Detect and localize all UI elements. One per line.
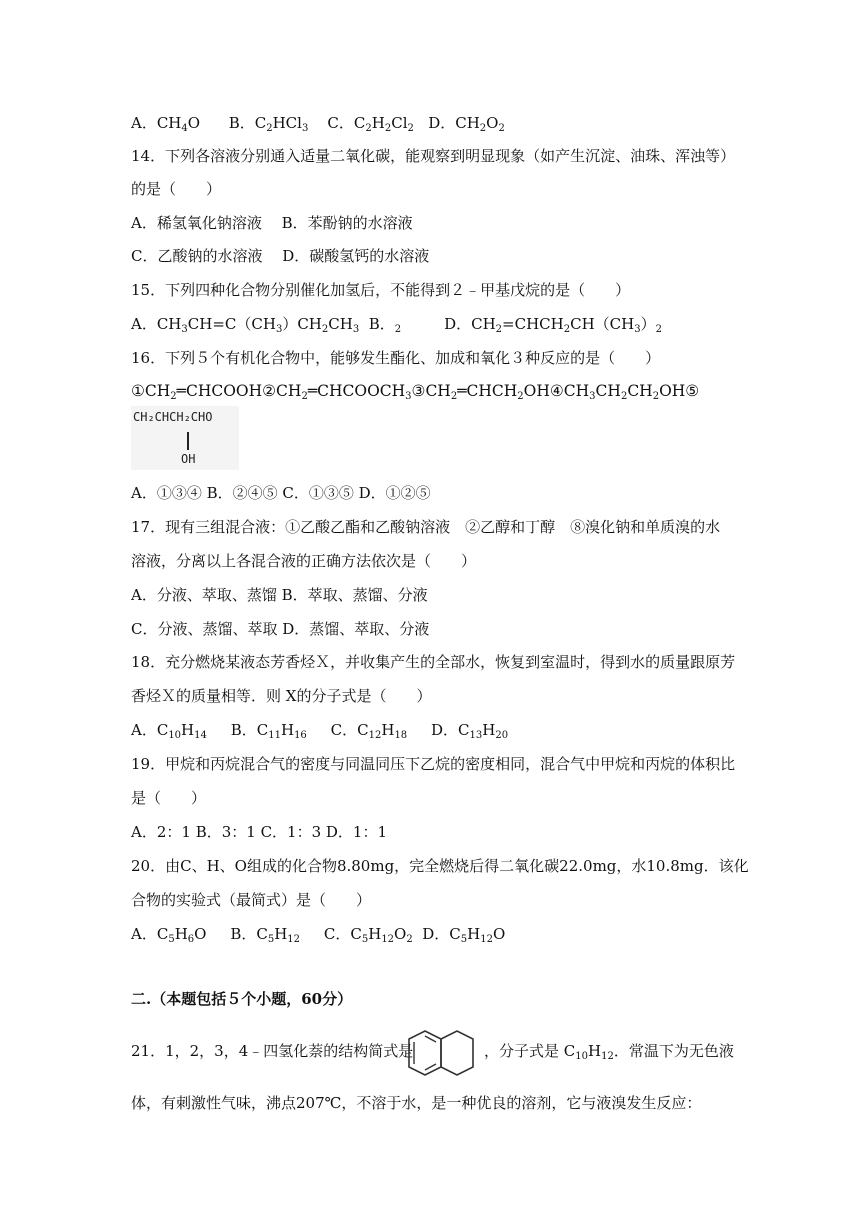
q17-options-cd: C．分液、蒸馏、萃取 D．蒸馏、萃取、分液 bbox=[131, 620, 430, 638]
q15-options: A．$CH_3CH=C(CH_3)CH_2CH_3$ B．$_2$ D．$CH_2=CHCH_2CH(CH_3)_2$ bbox=[131, 315, 662, 335]
q20-stem-line1: 20．由C、H、O组成的化合物8.80mg，完全燃烧后得二氧化碳22.0mg，水10.8mg．该化 bbox=[131, 857, 749, 875]
q14-options-cd: C．乙酸钠的水溶液 D．碳酸氢钙的水溶液 bbox=[131, 247, 430, 265]
q17-options-ab: A．分液、萃取、蒸馏 B．萃取、蒸馏、分液 bbox=[131, 586, 428, 604]
structure-bond bbox=[187, 432, 189, 450]
q19-stem-line1: 19．甲烷和丙烷混合气的密度与同温同压下乙烷的密度相同，混合气中甲烷和丙烷的体积比 bbox=[131, 755, 736, 773]
q14-stem-line1: 14．下列各溶液分别通入适量二氧化碳，能观察到明显现象（如产生沉淀、油珠、浑浊等） bbox=[131, 147, 736, 165]
q20-options: A．$C_5H_6O$ B．$C_5H_{12}$ C．$C_5H_{12}O_2$ D．$C_5H_{12}O$ bbox=[131, 925, 506, 945]
q18-stem-line1: 18．充分燃烧某液态芳香烃Ｘ，并收集产生的全部水，恢复到室温时，得到水的质量跟原芳 bbox=[131, 653, 736, 671]
q21-line2: 体，有刺激性气味，沸点207℃，不溶于水，是一种优良的溶剂，它与液溴发生反应： bbox=[131, 1094, 702, 1112]
q17-stem-line2: 溶液，分离以上各混合液的正确方法依次是（ ） bbox=[131, 552, 477, 570]
structure-oh-group: OH bbox=[181, 452, 196, 466]
q16-stem: 16．下列５个有机化合物中，能够发生酯化、加成和氧化３种反应的是（ ） bbox=[131, 349, 661, 367]
section-2-heading: 二.（本题包括５个小题，60分） bbox=[131, 990, 353, 1008]
q14-options-ab: A．稀氢氧化钠溶液 B．苯酚钠的水溶液 bbox=[131, 214, 413, 232]
structure-main-chain: CH₂CHCH₂CHO bbox=[133, 410, 213, 424]
q18-options: A．$C_{10}H_{14}$ B．$C_{11}H_{16}$ C．$C_{12}H_{18}$ D．$C_{13}H_{20}$ bbox=[131, 721, 509, 741]
q21-line1-part1: 21．1，2，3，4﹣四氢化萘的结构简式是 bbox=[131, 1042, 414, 1060]
q13-options: A．$CH_4O$ B．$C_2HCl_3$ C．$C_2H_2Cl_2$ D．$CH_2O_2$ bbox=[131, 114, 505, 134]
q16-compounds: $①CH_2═CHCOOH②CH_2═CHCOOCH_3③CH_2═CHCH_2OH④CH_3CH_2CH_2OH⑤$ bbox=[131, 382, 700, 402]
q21-line1-part2: ，分子式是 $C_{10}H_{12}$．常温下为无色液 bbox=[484, 1042, 734, 1062]
q17-stem-line1: 17．现有三组混合液：①乙酸乙酯和乙酸钠溶液 ②乙醇和丁醇 ⑧溴化钠和单质溴的水 bbox=[131, 518, 721, 536]
q20-stem-line2: 合物的实验式（最简式）是（ ） bbox=[131, 891, 372, 909]
q14-stem-line2: 的是（ ） bbox=[131, 180, 222, 198]
compound-5-structure-image bbox=[131, 406, 239, 470]
q16-options: A．①③④ B．②④⑤ C．①③⑤ D．①②⑤ bbox=[131, 484, 431, 502]
q15-stem: 15．下列四种化合物分别催化加氢后，不能得到２﹣甲基戊烷的是（ ） bbox=[131, 281, 631, 299]
tetrahydronaphthalene-structure-icon bbox=[403, 1025, 487, 1081]
q19-options: A．2：1 B．3：1 C．1：3 D．1：1 bbox=[131, 823, 388, 841]
q18-stem-line2: 香烃Ｘ的质量相等．则 X的分子式是（ ） bbox=[131, 687, 432, 705]
q19-stem-line2: 是（ ） bbox=[131, 789, 207, 807]
